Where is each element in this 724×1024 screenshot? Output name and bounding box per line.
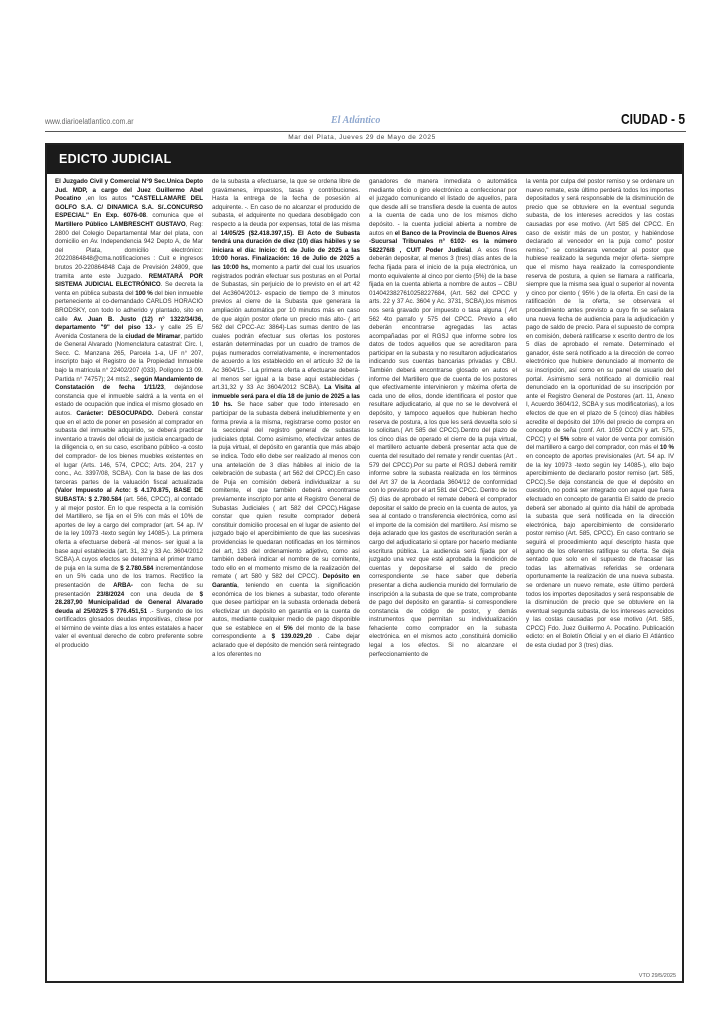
edict-text: .- Surgendo de los certificados glosados deudas impositivas, cítese por el término de veinte días a los entes estatales a hacer valer el eventual derecho de cobro preferente sobre el producido bbox=[55, 607, 203, 650]
edict-text-bold: Av. Juan B. Justo (12) n° 1322/34/36, departamento "9" del piso 13.- bbox=[55, 315, 203, 332]
edict-text: . comunica que el bbox=[146, 212, 203, 220]
edict-text-bold: Martillero Público LAMBRESCHT GUSTAVO bbox=[55, 220, 186, 228]
edict-text: . Cabe dejar aclarado que el depósito de mención será reintegrado a los oferentes no bbox=[212, 633, 360, 658]
edict-text: , partido de General Alvarado (Nomenclatura catastral: Circ. I, Secc. C. Manzana 265, Parcela 1-a, UF n° 207, inscripto bajo el Registro de la Propiedad Inmueble bajo la matricula n° 22402/207 (033). Polígono 13 09. Partida n° 74757); 24 mts2., bbox=[55, 332, 203, 383]
edict-text: . Se decreta la venta en pública subasta del bbox=[55, 281, 203, 297]
edict-text-bold: $ 2.780.584 bbox=[120, 564, 154, 572]
edict-text: del monto de la base correspondiente a bbox=[212, 624, 360, 641]
site-url[interactable]: www.diarioelatlantico.com.ar bbox=[45, 117, 134, 126]
edict-text-bold: 23/8/2024 bbox=[96, 590, 125, 598]
edict-text: ,en los autos bbox=[81, 195, 132, 203]
edict-text: (art. 566, CPCC), al contado y al mejor postor. En lo que respecta a la comisión del Martillero, se fija en el 5% con más el 10% de aportes de ley a cargo del comprador (art. 54 ap. IV de la ley 10973 -texto según ley 14085-). La primera oferta a efectuarse deberá -al menos- ser igual a la base aquí establecida (art. 31, 32 y 33 Ac. 3604/2012 SCBA).A cuyos efectos se determina el primer tramo de puja en la suma de bbox=[55, 495, 203, 572]
edict-text: , Reg: 2800 del Colegio Departamental Mar del plata, con domicilio en Av. Independencia 942 Depto A, de Mar del Plata, domicilio electrónico: 20220864848@cma.notificaciones : Cuit e ingresos brutos 20-220864848 Caja de Previsión 24809, que tramita ante este Juzgado. bbox=[55, 220, 203, 280]
edict-columns bbox=[55, 178, 674, 977]
edict-text-bold: ciudad de Miramar bbox=[125, 332, 181, 340]
dateline: Mar del Plata, Jueves 29 de Mayo de 2025 bbox=[288, 134, 436, 141]
edict-text-bold: (Valor Impuesto al Acto: $ 4.170.875, BASE DE SUBASTA: $ 2.780.584 bbox=[55, 487, 203, 503]
edict-text: con una deuda de bbox=[124, 590, 200, 598]
edict-text-bold: Depósito en Garantía bbox=[212, 573, 360, 589]
edict-box bbox=[45, 143, 684, 983]
edict-text: . A esos fines deberán depositar, al menos 3 (tres) días antes de la fecha fijada para el inicio de la puja electrónica, un monto equivalente al cinco por ciento (5%) de la base fijada en la cuenta abierta a nombre de autos – CBU 0140423827610258227684, (Art. 562 del CPCC y arts. 22 y 37 Ac. 3604 y Ac. 3731, SCBA),los mismos nos será gravado por impuesto o tasa alguna ( Art 562 4to parrafo y 575 del CPCC. Previo a ello deberán encontrarse agregadas las actas acompañadas por el RGSJ que informe sobre los datos de todos aquellos que se acreditaron para participar en la subasta y no resultaron adjudicatarios indicando sus cuentas bancarias privadas y CBU. También deberá encontrarse glosado en autos el informe del Martillero que de cuenta de los postores que efectivamente intervinieron y máxima oferta de cada uno de ellos, donde identificara el postor que resultare adjudicatario, al que no se le devolverá el depósito, y tampoco aquellos que hubieran hecho reserva de postura, a los que les será devuelta solo si lo solicitan.( Art 585 del CPCC).Dentro del plazo de los cinco días de operado el cierre de la puja virtual, el martillero actuante deberá presentar acta que de cuenta del resultado del remate y rendir cuentas (Art . 579 del CPCC).Por su parte el RGSJ deberá remitir informe sobre la subasta realizada en los términos del Art 37 de la Acordada 3604/12 de conformidad con lo previsto por el art 581 del CPCC. Dentro de los (5) días de aprobado el remate deberá el comprador depositar el saldo de precio en la cuenta de autos, ya sea al contado o transferencia electrónica, como así el importe de la comisión del martillero. Así mismo se deja aclarado que los gastos de escrituración serán a cargo del adjudicatario si optare por hacerlo mediante escritura pública. La audiencia será fijada por el juzgado una vez que esté aprobada la rendición de cuentas y depositarse el saldo de precio correspondiente .se hace saber que debería presentar a dicha audiencia munido del formulario de inscripción a la subasta de que se trate, comprobante de pago del depósito en garantía- si correspondiere constancia de código de postor, y demás instrumentos que permitan su individualización fehaciente como comprador en la subasta electrónica. en el mismos acto ,constituirá domicilio legal a los efectos. Si no alcanzare el perfeccionamiento de bbox=[369, 246, 517, 658]
edict-text: incrementándose en un 5% cada uno de los tramos. Rectifico la presentación de bbox=[55, 564, 203, 589]
edict-text: Deberá constar que en el acto de poner en posesión al comprador en subasta del inmueble adquirido, se deberá practicar inventario a través del oficial de justicia encargado de la diligencia o, en su caso, escribano público -a costo del comprador- de los bienes muebles existentes en el lugar (Arts. 146, 574, CPCC; Arts. 204, 217 y conc., Ac. 3397/08, SCBA). Con la base de las dos terceras partes de la valuación fiscal actualizada bbox=[55, 410, 203, 486]
edict-title: EDICTO JUDICIAL bbox=[47, 145, 682, 174]
edict-text: y calle 25 E/ Avenida Costanera de la bbox=[55, 324, 203, 340]
edict-text-bold: El Juzgado Civil y Comercial N°9 Sec.Unica Depto Jud. MDP, a cargo del Juez Guillermo Abel Pocatino bbox=[55, 178, 203, 203]
edict-text-bold: ARBA- bbox=[113, 581, 133, 589]
masthead bbox=[45, 111, 685, 130]
edict-text: la venta por culpa del postor remiso y se ordenare un nuevo remate, este último perderá todos los importes depositados y será responsable de la disminución de precio que se obtuviere en la eventual segunda subasta, de los intereses acrecidos y las costas causadas por ese motivo. (Art 585 del CPCC. En caso de existir más de un postor, y habiéndose declarado al vencedor en la puja como" postor remiso," se considerara vencedor al postor que hubiese realizado la segunda mejor oferta- siempre que el mismo haya realizado la correspondiente reserva de postura, a quien se llamara a ratificarla, siempre que la misma sea igual o superior al noventa y cinco por ciento ( 95% ) de la oferta. En casi de la ratificación de la oferta, se observara el procedimiento antes previsto a cuyo fin se señalara una nueva fecha de audiencia para la adjudicación y pago de saldo de precio. Para el supuesto de compra en comisión, deberá ratificarse x escrito dentro de los 5 días de aprobado el remate. Determinado el ganador, éste será notificado a la dirección de correo electrónico que hubiere denunciado al momento de su inscripción, así como en su panel de usuario del portal. Asimismo será notificado al domicilio real denunciado en la oportunidad de su inscripción por ante el Registro General de Postores (art. 11, Anexo I, Acuerdo 3604/12, SCBA y sus modificatorias), a los efectos de que en el plazo de 5 (cinco) días hábiles acredite el depósito del 10% del precio de compra en concepto de seña (conf. Art. 1059 CCCN y art. 575, CPCC) y el bbox=[526, 178, 674, 443]
newspaper-logo: El Atlántico bbox=[331, 115, 381, 126]
edict-text-bold: 5% bbox=[283, 624, 293, 632]
edict-text: , teniendo en cuenta la significación económica de los bienes a subastar, todo oferente que desee participar en la subasta ordenada deberá efectivizar un depósito en garantía en la cuenta de autos, mediante cualquier medio de pago disponible que se establece en el bbox=[212, 581, 360, 632]
header-rule bbox=[45, 131, 686, 132]
edict-column-1 bbox=[55, 178, 203, 977]
edict-text-bold: La Visita al inmueble será para el día 18 de junio de 2025 a las 10 hs. bbox=[212, 384, 360, 409]
edict-text: en concepto de aportes previsionales (Art. 54 ap. IV de la ley 10973 -texto según ley 14085-), ello bajo apercibimiento de declararlo postor remiso (art. 585, CPCC).Se deja constancia de que el depósito en cuestión, no podrá ser integrado con aquel que fuera efectuado en concepto de garantía El saldo de precio deberá ser abonado al quinto día hábil de aprobada la subasta que será notificada en la dirección electrónica, bajo apercibimiento de considerarlo postor remiso (Art. 585, CPCC). En caso contrario se seguirá el procedimiento aquí descripto hasta que alguno de los oferentes ratifique su oferta. Se deja sentado que solo en el supuesto de fracasar las todas las alternativas referidas se ordenara oportunamente la realización de una nueva subasta. se ordenare un nuevo remate, este último perderá todos los importes depositados y será responsable de la disminución de precio que se obtuviere en la eventual segunda subasta, de los intereses acrecidos y las costas causadas por ese motivo (Art. 585, CPCC) Fdo. Juez Guillermo A. Pocatino. Publicación edicto: en el Boletín Oficial y en el diario El Atlántico de esta ciudad por 3 (tres) días. bbox=[526, 453, 674, 650]
section-page-label: CIUDAD - 5 bbox=[620, 111, 685, 128]
edict-text: del bien inmueble perteneciente al co-demandado CARLOS HORACIO BRODSKY, con todo lo adherido y plantado, sito en calle bbox=[55, 289, 203, 323]
edict-column-2 bbox=[212, 178, 360, 977]
edict-text-bold: 5% bbox=[560, 435, 570, 443]
edict-text-bold: $ 28.287,90 Municipalidad de General Alvarado deuda al 25/02/25 $ 776.451,51 bbox=[55, 590, 203, 615]
edict-text: , dejándose constancia que el inmueble saldrá a la venta en el estado de ocupación que indica el mismo glosado en autos. bbox=[55, 384, 203, 418]
edict-text-bold: Carácter: DESOCUPADO. bbox=[76, 410, 154, 418]
edict-text: de la subasta a efectuarse, la que se ordena libre de gravámenes, impuestos, tasas y contribuciones. Hasta la entrega de la fecha de posesión al adquirente. -. En caso de no alcanzar el producido de subasta, el adquirente no quedara desobligado con respecto a la deuda por expensas, total de las misma al bbox=[212, 178, 360, 237]
edict-text: con fecha de su presentación bbox=[55, 581, 203, 598]
edict-text-bold: REMATARÁ POR SISTEMA JUDICIAL ELECTRÓNICO bbox=[55, 272, 203, 289]
edict-text-bold: el Banco de la Provincia de Buenos Aires -Sucursal Tribunales n° 6102- es la número 582276/8 , CUIT Poder Judicial bbox=[369, 229, 517, 254]
expiry-note: VTO 29/5/2025 bbox=[638, 973, 676, 979]
edict-text-bold: según Mandamiento de Constatación de fecha 1/11/23 bbox=[55, 375, 203, 392]
edict-text: ganadores de manera inmediata o automática mediante oficio o giro electrónico a confeccionar por el juzgado comunicando el listado de aquellos, para que desde allí se transfiera desde la cuenta de autos a la cuenta de cada uno de los mismos dicho depósito. - la cuenta judicial abierta a nombre de autos en bbox=[369, 178, 517, 237]
edict-text-bold: 14/05/25 ($2.418.397,15). El Acto de Subasta tendrá una duración de diez (10) días hábiles y se iniciara el día: Inicio: 01 de Julio de 2025 a las 10:00 horas. Finalización: 16 de Julio de 2025 a las 10:00 hs, bbox=[212, 229, 360, 271]
edict-text: Se hace saber que todo interesado en participar de la subasta deberá ineludiblemente y en forma previa a la misma, registrarse como postor en la seccional del registro general de subastas judiciales dptal. Como asimismo, efectivizar antes de la puja virtual, el depósito en garantía que más abajo se indica. Todo ello debe ser realizado al menos con una antelación de 3 días hábiles al inicio de la celebración de subasta ( art 562 del CPCC).En caso de Puja en comisión deberá individualizar a su comitente, el que también deberá encontrarse previamente inscripto por ante el Registro General de Subastas Judiciales ( art 582 del CPCC).Hágase constar que quien resulte comprador deberá constituir domicilio procesal en el lugar de asiento del juzgado bajo el apercibimiento de que las sucesivas providencias le quedaran notificadas en los términos del art, 133 del ordenamiento adjetivo, como así también deberá indicar el nombre de su comitente, todo ello en el momento mismo de la realización del remate ( art 580 y 582 del CPCC). bbox=[212, 401, 360, 581]
edict-text-bold: 10 % bbox=[659, 444, 674, 452]
edict-text-bold: 100 % bbox=[135, 289, 153, 297]
edict-column-3 bbox=[369, 178, 517, 977]
edict-column-4 bbox=[526, 178, 674, 977]
edict-text-bold: $ 139.029,20 bbox=[271, 633, 312, 641]
edict-text: sobre el valor de venta por comisión del martillero a cargo del comprador, con más el bbox=[526, 435, 674, 452]
edict-text-bold: "CASTELLAMARE DEL GOLFO S.A. C/ DINAMICA S.A. S/..CONCURSO ESPECIAL" En Exp. 6076-08 bbox=[55, 195, 203, 220]
edict-text: momento a partir del cual los usuarios registrados podrán efectuar sus posturas en el Portal de Subastas, sin perjuicio de lo previsto en el art 42 del Ac3604/2012- espacio de tiempo de 3 minutos previos al cierre de la Subasta que generara la ampliación automática por 10 minutos más en caso de que algún postor oferte un precio más alto- ( art 562 del CPCC-Ac: 3864)-Las sumas dentro de las cuales podrán efectuar sus ofertas los postores estarán determinadas por un cuadro de tramos de pujas numerados correlativamente, e incrementados de acuerdo a los establecido en el artículo 32 de la Ac 3604/15- . La primera oferta a efectuarse deberá- al menos ser igual a la base aqui establecidas ( art.31,32 y 33 Ac 3604/2012 SCBA). bbox=[212, 263, 360, 392]
